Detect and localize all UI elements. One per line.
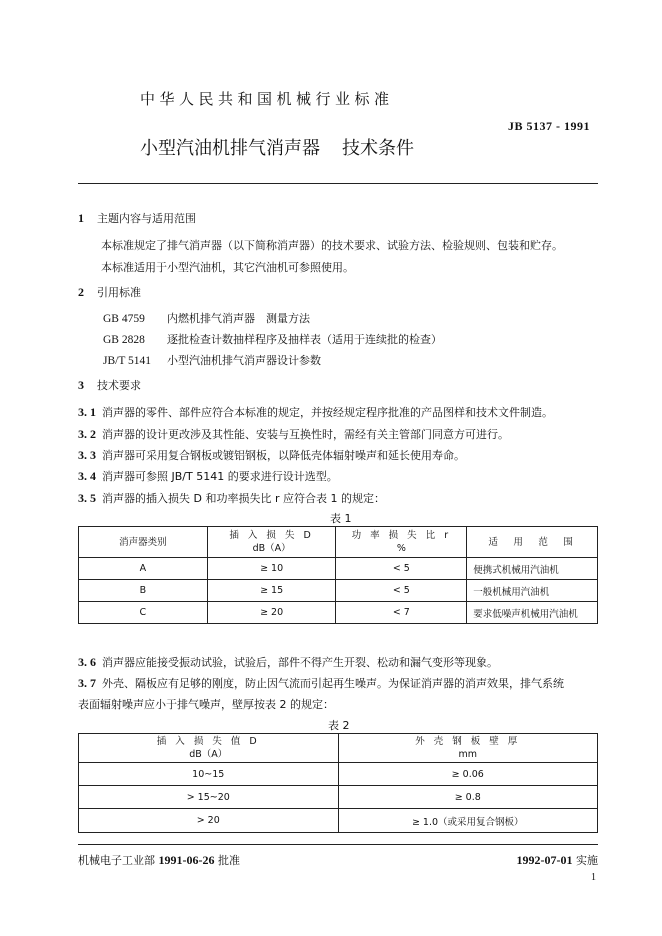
- table-1: [78, 526, 598, 624]
- table-row: [79, 809, 598, 833]
- clause-3-7: [78, 675, 564, 691]
- table-cell: ≥ 10: [207, 558, 336, 580]
- table-row: [79, 580, 598, 602]
- clause-text: 消声器的插入损失 D 和功率损失比 r 应符合表 1 的规定：: [102, 492, 385, 505]
- reference-id: JB/T 5141: [103, 355, 152, 367]
- clause-number: 3. 4: [78, 469, 96, 483]
- implementation-date: 1992-07-01: [516, 853, 573, 867]
- header-insertion-loss: 插 入 损 失 D dB（A）: [207, 527, 336, 558]
- table-cell: < 5: [336, 558, 467, 580]
- clause-text: 消声器的设计更改涉及其性能、安装与互换性时，需经有关主管部门同意方可进行。: [102, 428, 509, 441]
- table-header-row: [79, 527, 598, 558]
- clause-3-5: [78, 490, 385, 506]
- clause-text: 外壳、隔板应有足够的刚度，防止因气流而引起再生噪声。为保证消声器的消声效果，排气系统: [102, 677, 564, 690]
- header-application: 适 用 范 围: [467, 527, 598, 558]
- reference-id: GB 2828: [103, 334, 145, 346]
- clause-number: 3. 1: [78, 405, 96, 419]
- clause-text: 消声器的零件、部件应符合本标准的规定，并按经规定程序批准的产品图样和技术文件制造。: [102, 406, 553, 419]
- clause-3-4: [78, 468, 338, 484]
- clause-text: 消声器可采用复合钢板或镀铝钢板，以降低壳体辐射噪声和延长使用寿命。: [102, 449, 465, 462]
- approver: 机械电子工业部: [78, 854, 155, 867]
- clause-number: 3. 7: [78, 676, 96, 690]
- reference-item: [103, 310, 310, 326]
- standard-org-title: 中华人民共和国机械行业标准: [140, 90, 394, 108]
- section-number: 2: [78, 285, 84, 299]
- table-row: [79, 558, 598, 580]
- approve-date: 1991-06-26: [158, 853, 215, 867]
- table-2: [78, 733, 598, 833]
- clause-number: 3. 3: [78, 448, 96, 462]
- table-header-row: [79, 734, 598, 763]
- section-number: 1: [78, 211, 84, 225]
- standard-code: JB 5137 - 1991: [508, 119, 590, 133]
- clause-3-3: [78, 447, 465, 463]
- clause-text: 消声器应能接受振动试验，试验后，部件不得产生开裂、松动和漏气变形等现象。: [102, 656, 498, 669]
- clause-text: 消声器可参照 JB/T 5141 的要求进行设计选型。: [102, 470, 338, 483]
- table-cell: 便携式机械用汽油机: [467, 558, 598, 580]
- section-1-heading: [78, 210, 196, 226]
- reference-id: GB 4759: [103, 313, 145, 325]
- clause-number: 3. 2: [78, 427, 96, 441]
- title-part-1: 小型汽油机排气消声器: [140, 138, 320, 159]
- table-2-caption: 表 2: [328, 719, 350, 732]
- header-category: 消声器类别: [79, 527, 208, 558]
- header-shell-thickness: 外 壳 钢 板 壁 厚 mm: [338, 734, 598, 763]
- implementation-label: 实施: [576, 854, 598, 867]
- header-insertion-loss-value: 插 入 损 失 值 D dB（A）: [79, 734, 339, 763]
- clause-number: 3. 6: [78, 655, 96, 669]
- section-3-heading: [78, 377, 141, 393]
- section-1-paragraph-1: 本标准规定了排气消声器（以下简称消声器）的技术要求、试验方法、检验规则、包装和贮存。: [101, 239, 563, 252]
- table-cell: < 5: [336, 580, 467, 602]
- clause-3-7-continued: 表面辐射噪声应小于排气噪声，壁厚按表 2 的规定：: [78, 698, 334, 711]
- table-cell: ≥ 20: [207, 602, 336, 624]
- reference-name: 内燃机排气消声器 测量方法: [167, 312, 310, 325]
- table-row: [79, 786, 598, 809]
- reference-name: 逐批检查计数抽样程序及抽样表（适用于连续批的检查）: [167, 333, 442, 346]
- table-cell: > 15~20: [79, 786, 339, 809]
- section-2-heading: [78, 284, 141, 300]
- table-cell: ≥ 15: [207, 580, 336, 602]
- table-row: [79, 602, 598, 624]
- section-title: 技术要求: [97, 379, 141, 392]
- table-cell: > 20: [79, 809, 339, 833]
- table-1-caption: 表 1: [330, 512, 352, 525]
- reference-item: [103, 331, 442, 347]
- table-cell: ≥ 0.06: [338, 763, 598, 786]
- clause-3-6: [78, 654, 498, 670]
- clause-number: 3. 5: [78, 491, 96, 505]
- clause-3-2: [78, 426, 509, 442]
- section-title: 主题内容与适用范围: [97, 212, 196, 225]
- table-cell: 一般机械用汽油机: [467, 580, 598, 602]
- approval-line: [78, 852, 240, 868]
- table-cell: 要求低噪声机械用汽油机: [467, 602, 598, 624]
- table-cell: C: [79, 602, 208, 624]
- table-cell: ≥ 1.0（或采用复合钢板）: [338, 809, 598, 833]
- section-number: 3: [78, 378, 84, 392]
- table-cell: ≥ 0.8: [338, 786, 598, 809]
- section-1-paragraph-2: 本标准适用于小型汽油机，其它汽油机可参照使用。: [101, 261, 354, 274]
- section-title: 引用标准: [97, 286, 141, 299]
- approve-label: 批准: [218, 854, 240, 867]
- table-cell: < 7: [336, 602, 467, 624]
- header-divider: [78, 183, 598, 184]
- page-number: 1: [591, 872, 596, 883]
- table-row: [79, 763, 598, 786]
- footer-divider: [78, 844, 598, 845]
- title-part-2: 技术条件: [342, 138, 414, 159]
- table-cell: A: [79, 558, 208, 580]
- document-title: [140, 134, 414, 160]
- table-cell: 10~15: [79, 763, 339, 786]
- reference-name: 小型汽油机排气消声器设计参数: [167, 354, 321, 367]
- clause-3-1: [78, 404, 553, 420]
- implementation-line: [517, 852, 599, 868]
- table-cell: B: [79, 580, 208, 602]
- reference-item: [103, 352, 321, 368]
- header-power-loss-ratio: 功 率 损 失 比 r %: [336, 527, 467, 558]
